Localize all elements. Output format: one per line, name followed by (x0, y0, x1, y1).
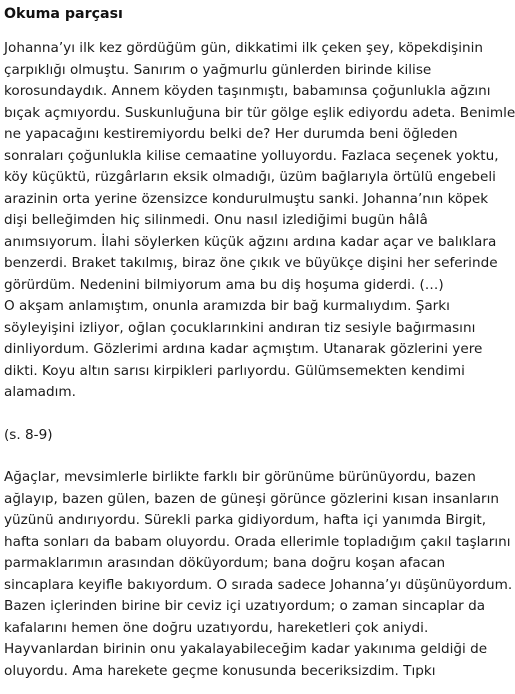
text-line: parmaklarımın arasından döküyordum; bana doğru koşan afacan (4, 555, 446, 571)
paragraph-1 (4, 38, 515, 404)
text-line: sincaplara keyifle bakıyordum. O sırada sadece Johanna’yı düşünüyordum. (4, 576, 513, 593)
text-line: bıçak açmıyordu. Suskunluğuna bir tür gölge eşlik ediyordu adeta. Benimle (4, 104, 515, 121)
text-line: dişi belleğimden hiç silinmedi. Onu nasıl izlediğimi bugün hâlâ (4, 212, 428, 228)
text-line: yüzünü andırıyordu. Sürekli parka gidiyordum, hafta içi yanımda Birgit, (4, 512, 487, 528)
text-line: söyleyişini izliyor, oğlan çocuklarınkini andıran tiz sesiyle bağırmasını (4, 319, 476, 336)
page-citation: (s. 8-9) (4, 426, 53, 443)
text-line: Bazen içlerinden birine bir ceviz içi uzatıyordum; o zaman sincaplar da (4, 598, 486, 614)
text-line: O akşam anlamıştım, onunla aramızda bir bağ kurmalıydım. Şarkı (4, 298, 450, 314)
spacer (4, 446, 456, 467)
text-line: hafta sonları da babam oluyordu. Orada ellerimle topladığım çakıl taşlarını (4, 533, 511, 550)
text-line: ne yapacağını kestiremiyordu belki de? Her durumda beni öğleden (4, 126, 458, 142)
text-line: Hayvanlardan birinin onu yakalayabileceğim kadar yakınıma geldiği de (4, 641, 488, 657)
paragraph-2 (4, 467, 513, 682)
text-line: köy küçüktü, rüzgârların eksik olmadığı, üzüm bağlarıyla örtülü engebeli (4, 169, 496, 185)
text-line: arazinin orta yerine özensizce kondurulmuştu sanki. Johanna’nın köpek (4, 190, 489, 207)
document-title: Okuma parçası (4, 6, 123, 22)
text-line: dikti. Koyu altın sarısı kirpikleri parlıyordu. Gülümsemekten kendimi (4, 362, 465, 379)
text-line: ağlayıp, bazen gülen, bazen de güneşi görünce gözlerini kısan insanların (4, 490, 500, 507)
text-line: benzerdi. Braket takılmış, biraz öne çıkık ve büyükçe dişini her seferinde (4, 255, 498, 271)
spacer (4, 404, 456, 425)
text-line: kafalarını hemen öne doğru uzatıyordu, hareketleri çok aniydi. (4, 619, 429, 636)
text-line: sonraları çoğunlukla kilise cemaatine yolluyordu. Fazlaca seçenek yoktu, (4, 147, 499, 164)
document (4, 0, 515, 682)
text-line: alamadım. (4, 384, 76, 400)
text-line: çarpıklığı olmuştu. Sanırım o yağmurlu günlerden birinde kilise (4, 61, 432, 78)
text-line: Johanna’yı ilk kez gördüğüm gün, dikkatimi ilk çeken şey, köpekdişinin (4, 40, 484, 56)
text-line: görürdüm. Nedenini bilmiyorum ama bu diş hoşuma giderdi. (…) (4, 276, 444, 293)
text-line: dinliyordum. Gözlerimi ardına kadar açmıştım. Utanarak gözlerini yere (4, 341, 483, 357)
text-line: Ağaçlar, mevsimlerle birlikte farklı bir görünüme bürünüyordu, bazen (4, 469, 476, 485)
text-line: oluyordu. Ama harekete geçme konusunda beceriksizdim. Tıpkı (4, 662, 436, 679)
text-line: korosundaydık. Annem köyden taşınmıştı, babamınsa çoğunlukla ağzını (4, 83, 491, 99)
text-line: anımsıyorum. İlahi söylerken küçük ağzını ardına kadar açar ve balıklara (4, 233, 497, 250)
